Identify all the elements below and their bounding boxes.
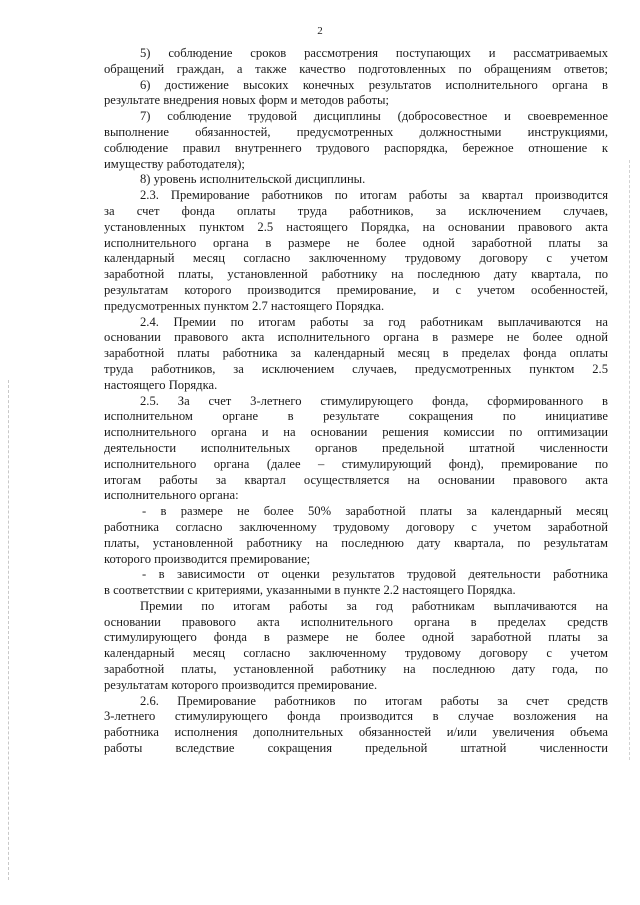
text-line: настоящего Порядка. [104,377,218,392]
text-line: имуществу работодателя); [104,156,245,171]
text-line: работника исполнения дополнительных обязанностей и/или увеличения объема [104,725,608,740]
text-line: 2.5. За счет 3-летнего стимулирующего фонда, сформированного в [140,393,608,408]
text-line: обращений граждан, а также качество подготовленных по обращениям ответов; [104,61,608,76]
text-line: результатам которого производится премирование. [104,677,378,692]
text-line: 7) соблюдение трудовой дисциплины (добросовестное и своевременное [140,109,608,124]
text-line: 8) уровень исполнительской дисциплины. [140,172,366,187]
text-line: исполнительного органа в размере не более одной заработной платы за [104,235,608,250]
text-line: за счет фонда оплаты труда работников, за исключением случаев, [104,203,608,218]
text-line: выполнение обязанностей, предусмотренных должностными инструкциями, [104,124,608,139]
text-line: платы, установленной работнику на последнюю дату квартала, по результатам [104,535,608,550]
text-line: календарный месяц согласно заключенному трудовому договору с учетом [104,251,608,266]
text-line: итогам работы за квартал осуществляется на основании правового акта [104,472,608,487]
text-line: 3-летнего стимулирующего фонда производится в случае возложения на [104,709,608,724]
text-line: которого производится премирование; [104,551,311,566]
text-line: работника согласно заключенному трудовому договору с учетом заработной [104,519,608,534]
text-line: исполнительного органа (далее – стимулирующий фонд), премирование по [104,456,608,471]
document-body [104,46,608,757]
text-line: - в зависимости от оценки результатов трудовой деятельности работника [142,567,608,582]
text-line: стимулирующего фонда в размере не более одной заработной платы за [104,630,608,645]
text-line: предусмотренных пунктом 2.7 настоящего Порядка. [104,298,385,313]
text-line: результате внедрения новых форм и методов работы; [104,93,390,108]
text-line: заработной платы, установленной работнику на последнюю дату года, по [104,662,608,677]
page-number: 2 [317,25,323,37]
text-line: заработной платы, установленной работнику на последнюю дату квартала, по [104,267,608,282]
text-line: труда работников, за исключением случаев, предусмотренных пунктом 2.5 [104,361,608,376]
text-line: 5) соблюдение сроков рассмотрения поступающих и рассматриваемых [140,46,608,60]
text-line: результатам которого производится премирование, и с учетом особенностей, [104,282,608,297]
text-line: 2.4. Премии по итогам работы за год работникам выплачиваются на [140,314,608,329]
text-line: исполнительного органа: [104,488,239,503]
text-line: 6) достижение высоких конечных результатов исполнительного органа в [140,77,608,92]
text-line: основании правового акта исполнительного органа в размере не более одной [104,330,608,345]
text-line: соблюдение правил внутреннего трудового распорядка, бережное отношение к [104,140,608,155]
scan-edge-left [8,380,10,880]
text-line: календарный месяц согласно заключенному трудовому договору с учетом [104,646,608,661]
text-line: основании правового акта исполнительного органа в пределах средств [104,614,608,629]
text-line: Премии по итогам работы за год работникам выплачиваются на [140,598,608,613]
text-line: в соответствии с критериями, указанными в пункте 2.2 настоящего Порядка. [104,583,516,598]
text-line: заработной платы работника за календарный месяц в пределах фонда оплаты [104,346,608,361]
text-line: 2.3. Премирование работников по итогам работы за квартал производится [140,188,608,203]
text-line: - в размере не более 50% заработной платы за календарный месяц [142,504,608,519]
text-line: исполнительном органе в результате сокращения по инициативе [104,409,608,424]
text-line: исполнительного органа и на основании решения комиссии по оптимизации [104,425,608,440]
text-line: 2.6. Премирование работников по итогам работы за счет средств [140,693,608,708]
text-line: работы вследствие сокращения предельной штатной численности [104,741,608,756]
text-line: деятельности исполнительных органов предельной штатной численности [104,440,608,455]
scan-edge-right [629,160,631,760]
text-line: установленных пунктом 2.5 настоящего Порядка, на основании правового акта [104,219,608,234]
